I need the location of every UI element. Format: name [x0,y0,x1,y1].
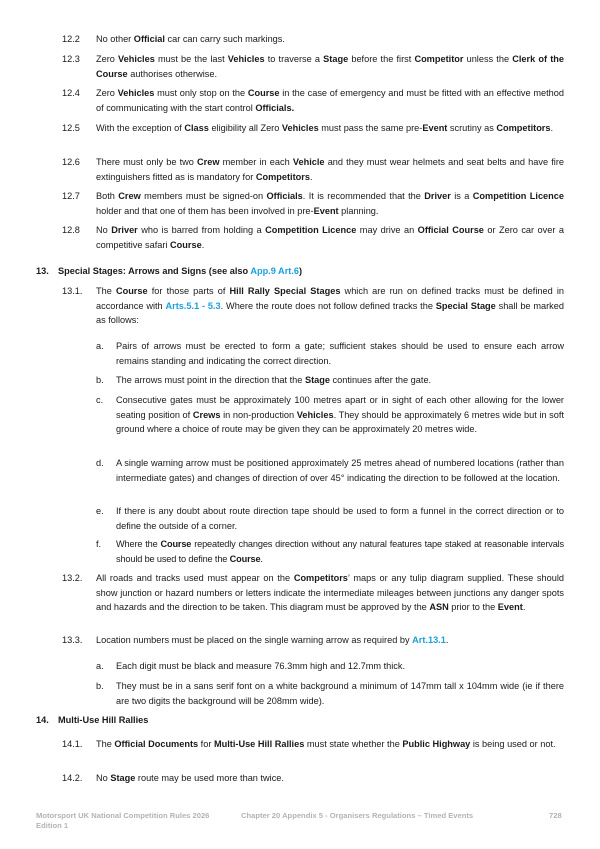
defined-term: Special Stage [435,300,496,311]
list-marker: f. [96,539,102,549]
text-run: must only stop on the [154,88,248,98]
text-run: must pass the same pre- [318,123,423,133]
text-run: The [96,286,116,296]
text-run: car can carry such markings. [164,34,285,44]
clause-13-1-text [96,284,564,328]
defined-term: Official [133,34,165,44]
defined-term: Vehicles [296,409,334,420]
text-run: authorises otherwise. [127,68,218,79]
text-run: in the case of emergency and must be fitted with an effective method of communicating with the start control [96,88,564,113]
text-run: Pairs of arrows must be erected to form a gate; sufficient stakes should be used to ensure each arrow remains standing and indicating the correct direction. [116,341,564,366]
list-marker: a. [96,661,104,671]
clause-number: 12.5 [62,123,80,133]
text-run: ’ maps or any tulip diagram supplied. These should show junction or hazard numbers or letters indicate the intermediate mileages between junctions any danger spots and hazards and the direction to be taken. This diagram must be approved by the [96,573,564,612]
defined-term: Officials [266,191,303,201]
text-run: Zero [96,88,118,98]
text-run: Zero [96,54,119,64]
defined-term: Crews [192,409,221,420]
cross-reference-link[interactable]: Arts.5.1 - 5.3 [165,300,221,311]
defined-term: Competitors [255,171,310,182]
defined-term: Multi-Use Hill Rallies [213,739,305,749]
clause-12-6-text [96,155,564,184]
text-run: must be the last [154,54,228,64]
defined-term: Official Course [417,225,484,235]
text-run: or Zero car over a competitive safari [96,225,564,250]
defined-term: Driver [111,225,138,235]
defined-term: Course [115,286,148,296]
defined-term: Stage [304,375,330,385]
defined-term: Event [422,123,448,133]
defined-term: Crew [197,157,220,167]
clause-number: 13.2. [62,573,83,583]
text-run: The arrows must point in the direction that the [116,375,305,385]
clause-number: 12.8 [62,225,80,235]
text-run: is being used or not. [470,739,556,749]
defined-term: Officials. [255,102,295,113]
section-14-heading [58,713,558,728]
clause-number: 13.1. [62,286,83,296]
text-run: Multi-Use Hill Rallies [58,715,149,725]
defined-term: Course [170,239,202,250]
text-run: and they must wear helmets and seat belts and have fire extinguishers fitted as is mandatory for [96,157,564,182]
text-run: planning. [338,205,379,216]
text-run: for [198,739,214,749]
text-run: . [309,171,313,182]
text-run: . [550,123,554,133]
text-run: Both [96,191,119,201]
clause-14-2-text [96,771,564,786]
defined-term: Official Documents [114,739,199,749]
defined-term: Vehicles [118,54,155,64]
item-13-1-b-text [116,373,564,388]
text-run: Consecutive gates must be approximately 100 metres apart or in sight of each other allowing for the lower seating position of [116,395,564,420]
text-run: Where the [116,539,161,549]
clause-number: 13.3. [62,635,83,645]
text-run: may drive an [356,225,418,235]
clause-number: 12.2 [62,34,80,44]
defined-term: Event [313,205,339,216]
text-run: All roads and tracks used must appear on the [96,573,294,583]
text-run: Each digit must be black and measure 76.3mm high and 12.7mm thick. [116,661,406,671]
section-number: 13. [36,266,49,276]
text-run: . It is recommended that the [302,191,425,201]
item-13-1-f-text [116,537,564,566]
text-run: . [201,239,205,250]
clause-12-5-text [96,121,564,136]
clause-number: 12.4 [62,88,80,98]
defined-term: Clerk of the Course [96,54,564,79]
text-run: who is barred from holding a [137,225,266,235]
list-marker: d. [96,458,104,468]
defined-term: Stage [110,773,136,783]
list-marker: c. [96,395,104,405]
defined-term: Hill Rally Special Stages [229,286,341,296]
clause-number: 14.1. [62,739,83,749]
text-run: is a [450,191,473,201]
list-marker: b. [96,375,104,385]
text-run: . [522,602,526,612]
cross-reference-link[interactable]: Art.13.1 [412,635,446,645]
defined-term: Class [184,123,209,133]
text-run: ) [299,266,303,276]
footer-left [36,811,209,831]
text-run: scrutiny as [447,123,497,133]
defined-term: ASN [429,602,449,612]
text-run: . [445,635,449,645]
text-run: Location numbers must be placed on the single warning arrow as required by [96,635,413,645]
text-run: route may be used more than twice. [135,773,284,783]
text-run: members must be signed-on [140,191,267,201]
defined-term: Course [247,88,280,98]
text-run: member in each [219,157,293,167]
item-13-1-e-text [116,504,564,533]
text-run: . Where the route does not follow defined tracks the [220,300,436,311]
text-run: Special Stages: Arrows and Signs (see also [58,266,251,276]
clause-12-4-text [96,86,564,115]
defined-term: Competitors [496,123,551,133]
defined-term: Course [160,539,192,549]
defined-term: Competitors [293,573,348,583]
text-run: They must be in a sans serif font on a white background a minimum of 147mm tall x 104mm wide (ie if there are two digits the background will be 208mm wide). [116,681,564,706]
text-run: A single warning arrow must be positioned approximately 25 metres ahead of numbered locations (rather than intermediate gates) and changes of direction of over 45° indicating the direction to be followed at the location. [116,458,564,483]
defined-term: Vehicles [227,54,265,64]
defined-term: Driver [424,191,451,201]
clause-13-3-text [96,633,564,648]
item-13-1-a-text [116,339,564,368]
text-run: unless the [463,54,513,64]
defined-term: Crew [118,191,141,201]
defined-term: Event [497,602,523,612]
footer-edition: Edition 1 [36,821,69,830]
text-run: . [260,553,263,564]
text-run: continues after the gate. [329,375,432,385]
text-run: shall be marked as follows: [96,300,564,325]
clause-14-1-text [96,737,564,752]
text-run: before the first [348,54,415,64]
item-13-3-b-text [116,679,564,708]
cross-reference-link[interactable]: App.9 Art.6 [250,266,299,276]
item-13-3-a-text [116,659,564,674]
text-run: to traverse a [264,54,324,64]
text-run: The [96,739,115,749]
defined-term: Competition Licence [472,191,564,201]
text-run: If there is any doubt about route direction tape should be used to form a funnel in the correct direction or to define the outside of a corner. [116,506,564,531]
footer-title: Motorsport UK National Competition Rules 2026 [36,811,210,820]
clause-number: 12.6 [62,157,80,167]
defined-term: Vehicles [117,88,155,98]
text-run: for those parts of [147,286,230,296]
defined-term: Vehicle [292,157,325,167]
text-run: . They should be approximately 6 metres wide but in soft ground where a choice of route may be given they can be approximately 20 metres wide. [116,409,564,434]
defined-term: Competitor [414,54,464,64]
list-marker: e. [96,506,104,516]
list-marker: b. [96,681,104,691]
defined-term: Stage [323,54,349,64]
clause-number: 12.3 [62,54,80,64]
text-run: must state whether the [304,739,403,749]
clause-12-7-text [96,189,564,218]
text-run: in non-production [220,409,297,420]
footer-chapter: Chapter 20 Appendix 5 - Organisers Regulations – Timed Events [241,811,474,820]
defined-term: Vehicles [281,123,319,133]
text-run: No [96,773,111,783]
page-number: 728 [549,811,562,820]
text-run: which are run on defined tracks must be defined in accordance with [96,286,564,311]
text-run: eligibility all Zero [208,123,282,133]
clause-number: 14.2. [62,773,83,783]
text-run: There must only be two [96,157,198,167]
text-run: holder and that one of them has been involved in pre- [96,205,314,216]
item-13-1-c-text [116,393,564,437]
text-run: No other [96,34,134,44]
defined-term: Course [229,553,261,564]
clause-number: 12.7 [62,191,80,201]
clause-12-2-text [96,32,564,47]
text-run: No [96,225,112,235]
defined-term: Public Highway [402,739,471,749]
clause-13-2-text [96,571,564,615]
section-13-heading [58,264,558,279]
text-run: With the exception of [96,123,185,133]
clause-12-8-text [96,223,564,252]
section-number: 14. [36,715,49,725]
text-run: prior to the [448,602,498,612]
defined-term: Competition Licence [265,225,357,235]
list-marker: a. [96,341,104,351]
item-13-1-d-text [116,456,564,485]
text-run: repeatedly changes direction without any natural features tape staked at reasonable intervals should be used to define the [116,539,564,564]
clause-12-3-text [96,52,564,81]
